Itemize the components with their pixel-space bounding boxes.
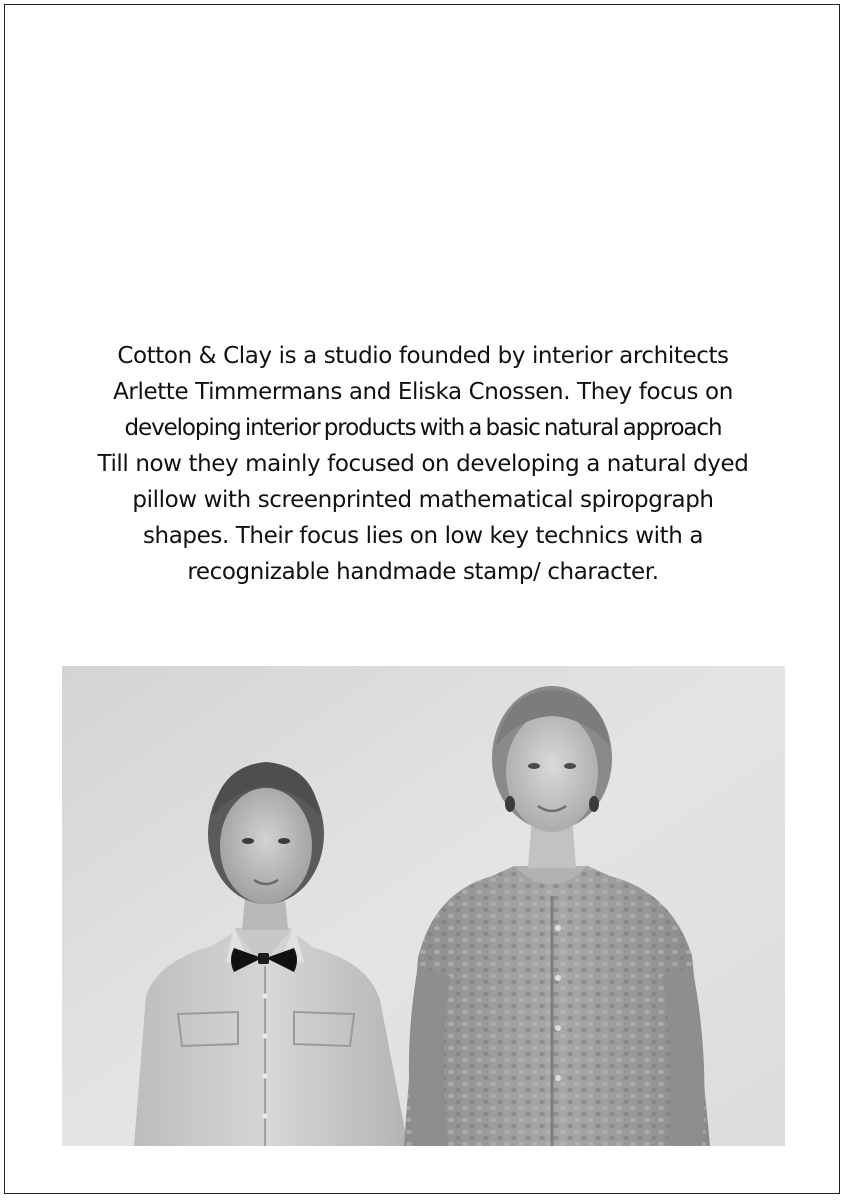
- founders-photo: [62, 666, 785, 1146]
- intro-line-7: recognizable handmade stamp/ character.: [187, 559, 659, 585]
- intro-line-4: Till now they mainly focused on developing a natural dyed: [97, 451, 749, 477]
- intro-line-2: Arlette Timmermans and Eliska Cnossen. They focus on: [113, 379, 733, 405]
- intro-paragraph: [70, 338, 776, 590]
- intro-line-5: pillow with screenprinted mathematical spiropgraph: [132, 487, 714, 513]
- intro-line-6: shapes. Their focus lies on low key technics with a: [142, 523, 704, 549]
- intro-line-3: developing interior products with a basic natural approach: [124, 415, 722, 441]
- intro-line-1: Cotton & Clay is a studio founded by interior architects: [117, 343, 729, 369]
